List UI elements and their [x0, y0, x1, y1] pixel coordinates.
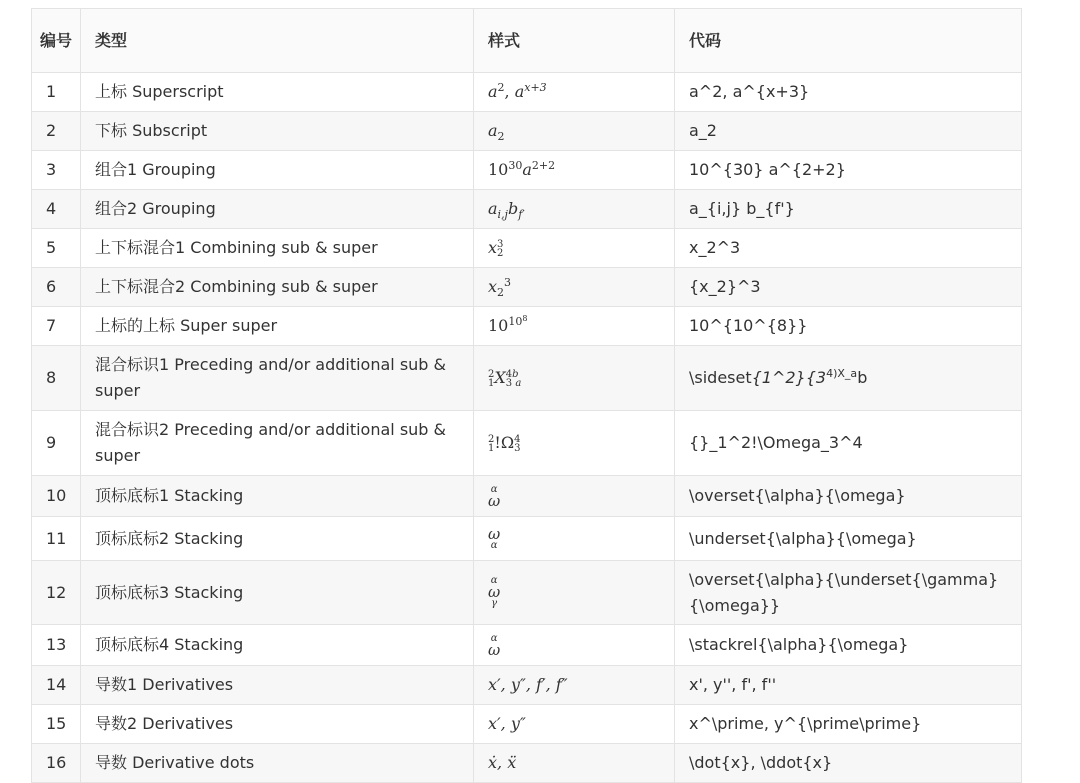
row-code: $\backslash sideset\{1\^{}2\}\{3^{4)X\_a}b$ — [675, 346, 1022, 411]
table-row — [32, 744, 1022, 783]
row-type: 下标 Subscript — [81, 112, 474, 151]
header-number: 编号 — [32, 9, 81, 73]
table-row — [32, 561, 1022, 625]
row-style: α ω γ — [474, 561, 675, 625]
header-style: 样式 — [474, 9, 675, 73]
row-style: 2 1 !Ω 4 3 — [474, 411, 675, 476]
row-number: 11 — [32, 517, 81, 561]
row-code: 10^{10^{8}} — [675, 307, 1022, 346]
row-number: 5 — [32, 229, 81, 268]
row-type: 组合1 Grouping — [81, 151, 474, 190]
row-code: a^2, a^{x+3} — [675, 73, 1022, 112]
row-code: \overset{\alpha}{\omega} — [675, 476, 1022, 517]
table-row — [32, 666, 1022, 705]
row-number: 9 — [32, 411, 81, 476]
row-code: x^\prime, y^{\prime\prime} — [675, 705, 1022, 744]
row-style: α ω — [474, 476, 675, 517]
row-type: 导数1 Derivatives — [81, 666, 474, 705]
row-number: 15 — [32, 705, 81, 744]
table-row — [32, 625, 1022, 666]
row-type: 顶标底标2 Stacking — [81, 517, 474, 561]
row-style: x′, y″ — [474, 705, 675, 744]
row-style: $10^{108}$ — [474, 307, 675, 346]
row-number: 8 — [32, 346, 81, 411]
row-style: ẋ, ẍ — [474, 744, 675, 783]
row-type: 混合标识1 Preceding and/or additional sub & super — [81, 346, 474, 411]
table-row — [32, 411, 1022, 476]
row-type: 上下标混合1 Combining sub & super — [81, 229, 474, 268]
table-row — [32, 73, 1022, 112]
row-number: 3 — [32, 151, 81, 190]
table-row — [32, 307, 1022, 346]
header-type: 类型 — [81, 9, 474, 73]
row-type: 组合2 Grouping — [81, 190, 474, 229]
row-code: \dot{x}, \ddot{x} — [675, 744, 1022, 783]
header-row — [32, 9, 1022, 73]
row-number: 2 — [32, 112, 81, 151]
table-row — [32, 517, 1022, 561]
header-code: 代码 — [675, 9, 1022, 73]
table-row — [32, 476, 1022, 517]
row-style: $a_{i,j}b_{f'}$ — [474, 190, 675, 229]
row-type: 混合标识2 Preceding and/or additional sub & super — [81, 411, 474, 476]
row-style: 2 1 X 4b 3 a — [474, 346, 675, 411]
row-type: 导数2 Derivatives — [81, 705, 474, 744]
row-type: 导数 Derivative dots — [81, 744, 474, 783]
row-number: 4 — [32, 190, 81, 229]
row-number: 13 — [32, 625, 81, 666]
formula-table — [31, 8, 1022, 783]
row-code: {x_2}^3 — [675, 268, 1022, 307]
row-number: 6 — [32, 268, 81, 307]
row-style: $a^2$, $a^{x+3}$ — [474, 73, 675, 112]
row-style: x 3 2 — [474, 229, 675, 268]
row-number: 1 — [32, 73, 81, 112]
row-code: a_2 — [675, 112, 1022, 151]
row-code: \stackrel{\alpha}{\omega} — [675, 625, 1022, 666]
row-type: 上下标混合2 Combining sub & super — [81, 268, 474, 307]
row-code: \overset{\alpha}{\underset{\gamma} {\omega}} — [675, 561, 1022, 625]
row-code: a_{i,j} b_{f'} — [675, 190, 1022, 229]
row-type: 上标的上标 Super super — [81, 307, 474, 346]
row-number: 10 — [32, 476, 81, 517]
table-row — [32, 151, 1022, 190]
row-code: \underset{\alpha}{\omega} — [675, 517, 1022, 561]
row-number: 14 — [32, 666, 81, 705]
row-number: 16 — [32, 744, 81, 783]
row-type: 顶标底标3 Stacking — [81, 561, 474, 625]
table-row — [32, 190, 1022, 229]
row-style: x′, y″, f′, f″ — [474, 666, 675, 705]
row-code: x_2^3 — [675, 229, 1022, 268]
row-code: {}_1^2!\Omega_3^4 — [675, 411, 1022, 476]
row-number: 12 — [32, 561, 81, 625]
row-style: $x_2^3$ — [474, 268, 675, 307]
row-style: $10^{30}a^{2+2}$ — [474, 151, 675, 190]
table-row — [32, 705, 1022, 744]
table-row — [32, 112, 1022, 151]
row-type: 顶标底标4 Stacking — [81, 625, 474, 666]
table-row — [32, 268, 1022, 307]
row-code: 10^{30} a^{2+2} — [675, 151, 1022, 190]
row-type: 顶标底标1 Stacking — [81, 476, 474, 517]
table-row — [32, 346, 1022, 411]
row-type: 上标 Superscript — [81, 73, 474, 112]
row-number: 7 — [32, 307, 81, 346]
row-code: x', y'', f', f'' — [675, 666, 1022, 705]
row-style: $a_2$ — [474, 112, 675, 151]
table-row — [32, 229, 1022, 268]
row-style: ω α — [474, 517, 675, 561]
row-style: α ω — [474, 625, 675, 666]
